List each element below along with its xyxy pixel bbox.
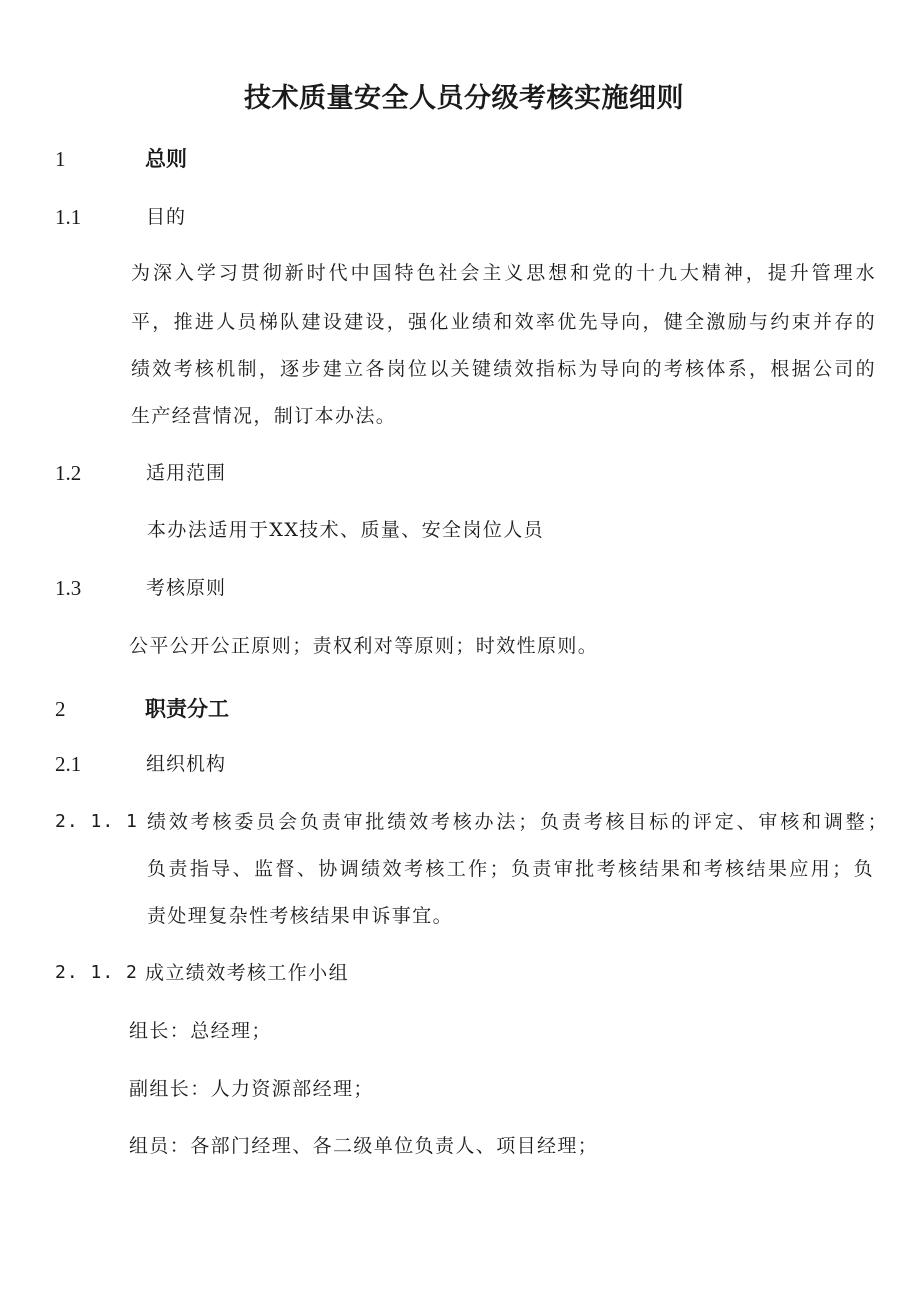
section-title: 职责分工 (145, 697, 229, 721)
paragraph-line: 责处理复杂性考核结果申诉事宜。 (147, 905, 454, 927)
section-title: 适用范围 (146, 462, 227, 484)
section-number: 1 (55, 147, 66, 171)
paragraph-line: 负责指导、监督、协调绩效考核工作；负责审批考核结果和考核结果应用；负 (147, 858, 874, 880)
section-1-2-heading (55, 460, 355, 486)
section-2-1-2-title: 成立绩效考核工作小组 (145, 962, 350, 984)
section-1-1-heading (55, 204, 355, 230)
section-1-3-heading (55, 575, 355, 601)
paragraph-line: 绩效考核委员会负责审批绩效考核办法；负责考核目标的评定、审核和调整； (147, 811, 888, 833)
member-line: 副组长：人力资源部经理； (129, 1078, 374, 1100)
section-number: 2.1 (55, 752, 82, 776)
section-number: 2. 1. 2 (55, 962, 138, 983)
paragraph-line: 生产经营情况，制订本办法。 (131, 405, 397, 427)
section-2-heading (55, 695, 355, 723)
section-number: 2 (55, 697, 66, 721)
paragraph-line: 绩效考核机制，逐步建立各岗位以关键绩效指标为导向的考核体系，根据公司的 (131, 358, 876, 380)
section-number: 1.1 (55, 205, 82, 229)
section-2-1-2-number-row (55, 960, 155, 986)
section-2-1-1-number-row (55, 809, 155, 835)
section-number: 2. 1. 1 (55, 811, 138, 832)
member-line: 组员：各部门经理、各二级单位负责人、项目经理； (129, 1135, 599, 1157)
section-number: 1.2 (55, 461, 82, 485)
principles-text: 公平公开公正原则；责权利对等原则；时效性原则。 (129, 635, 599, 657)
section-title: 考核原则 (146, 577, 227, 599)
section-1-heading (55, 145, 355, 173)
paragraph-line: 为深入学习贯彻新时代中国特色社会主义思想和党的十九大精神，提升管理水 (131, 262, 876, 284)
section-title: 组织机构 (146, 753, 227, 775)
scope-text: 本办法适用于XX技术、质量、安全岗位人员 (147, 519, 545, 541)
section-title: 总则 (145, 147, 187, 171)
member-line: 组长：总经理； (129, 1020, 272, 1042)
paragraph-line: 平，推进人员梯队建设建设，强化业绩和效率优先导向，健全激励与约束并存的 (131, 311, 876, 333)
section-2-1-heading (55, 751, 355, 777)
section-title: 目的 (146, 206, 187, 228)
document-title: 技术质量安全人员分级考核实施细则 (244, 83, 684, 114)
section-number: 1.3 (55, 576, 82, 600)
